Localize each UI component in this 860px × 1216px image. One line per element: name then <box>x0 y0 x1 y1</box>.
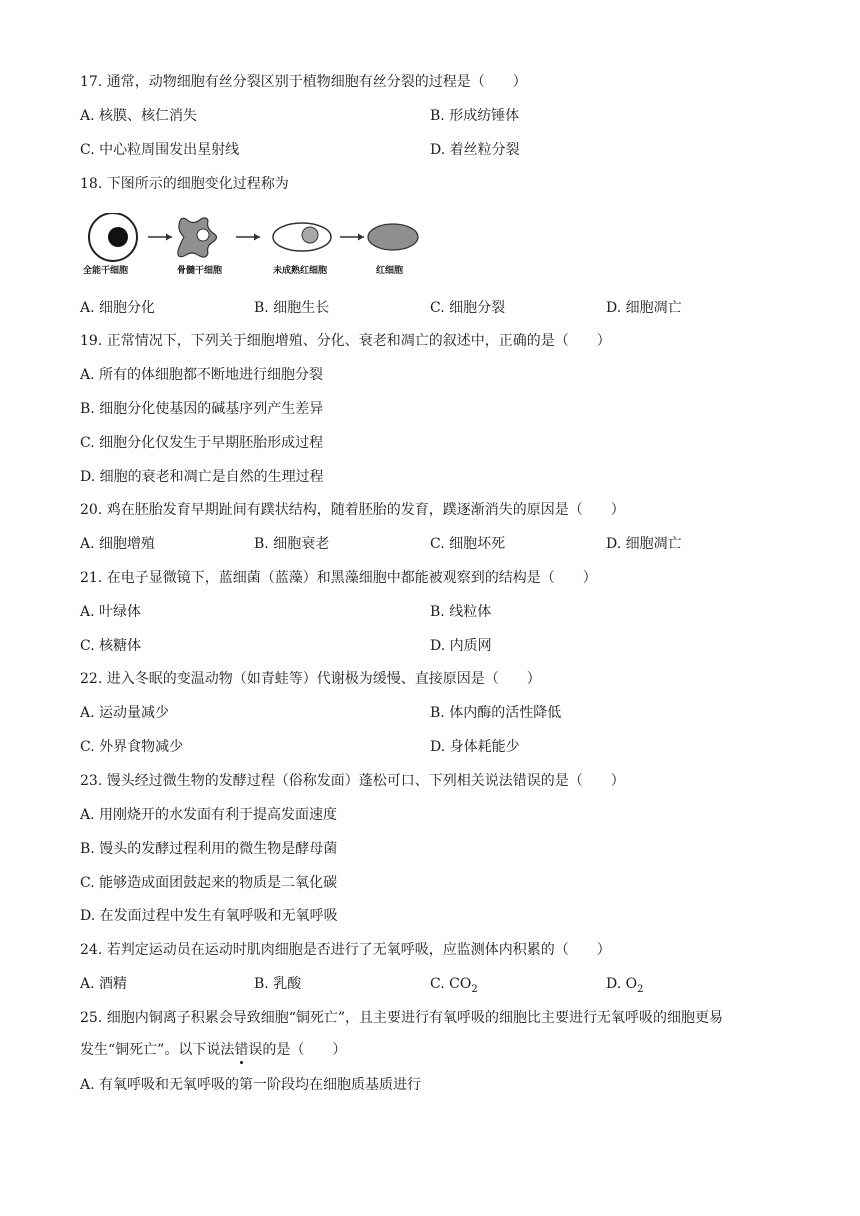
figure-label-red-blood-cell: 红细胞 <box>376 266 404 276</box>
q21-option-c[interactable]: C. 核糖体 <box>80 638 142 654</box>
q24-option-c[interactable] <box>430 974 478 1000</box>
q25-option-a[interactable]: A. 有氧呼吸和无氧呼吸的第一阶段均在细胞质基质进行 <box>80 1077 422 1093</box>
q23-option-d[interactable]: D. 在发面过程中发生有氧呼吸和无氧呼吸 <box>80 908 338 924</box>
q17-option-a[interactable]: A. 核膜、核仁消失 <box>80 108 198 124</box>
q21-option-d[interactable]: D. 内质网 <box>430 638 492 654</box>
q24-option-b[interactable]: B. 乳酸 <box>254 976 302 992</box>
q22-option-b[interactable]: B. 体内酶的活性降低 <box>430 705 562 721</box>
q19-option-a[interactable]: A. 所有的体细胞都不断地进行细胞分裂 <box>80 367 324 383</box>
q23-stem: 23. 馒头经过微生物的发酵过程（俗称发面）蓬松可口、下列相关说法错误的是（ ） <box>80 773 625 789</box>
q18-option-d[interactable]: D. 细胞凋亡 <box>606 300 682 316</box>
q22-option-a[interactable]: A. 运动量减少 <box>80 705 170 721</box>
q24-option-d-subscript: 2 <box>637 983 644 995</box>
q17-stem: 17. 通常，动物细胞有丝分裂区别于植物细胞有丝分裂的过程是（ ） <box>80 74 527 90</box>
bone-marrow-nucleus-shape <box>197 229 209 241</box>
q22-stem: 22. 进入冬眠的变温动物（如青蛙等）代谢极为缓慢、直接原因是（ ） <box>80 671 541 687</box>
totipotent-nucleus-shape <box>108 227 128 247</box>
q23-option-a[interactable]: A. 用刚烧开的水发面有利于提高发面速度 <box>80 807 338 823</box>
q25-emphasis-char-1: 错 <box>234 1042 249 1058</box>
q18-stem: 18. 下图所示的细胞变化过程称为 <box>80 176 289 192</box>
q23-option-c[interactable]: C. 能够造成面团鼓起来的物质是二氧化碳 <box>80 875 338 891</box>
cell-sequence-diagram <box>80 213 425 263</box>
figure-label-totipotent-stem-cell: 全能干细胞 <box>83 266 129 276</box>
arrow-3-head <box>358 234 364 241</box>
q17-option-d[interactable]: D. 着丝粒分裂 <box>430 142 520 158</box>
q24-option-c-text: C. CO <box>430 976 472 992</box>
q20-option-c[interactable]: C. 细胞坏死 <box>430 536 506 552</box>
q23-option-b[interactable]: B. 馒头的发酵过程利用的微生物是酵母菌 <box>80 841 338 857</box>
immature-red-cell-nucleus-shape <box>302 227 318 243</box>
q20-option-a[interactable]: A. 细胞增殖 <box>80 536 156 552</box>
q24-option-d[interactable] <box>606 974 643 1000</box>
q22-option-c[interactable]: C. 外界食物减少 <box>80 739 184 755</box>
q25-stem-line-2 <box>80 1040 346 1060</box>
q22-option-d[interactable]: D. 身体耗能少 <box>430 739 520 755</box>
q19-stem: 19. 正常情况下，下列关于细胞增殖、分化、衰老和凋亡的叙述中，正确的是（ ） <box>80 333 611 349</box>
q18-option-c[interactable]: C. 细胞分裂 <box>430 300 506 316</box>
q18-option-a[interactable]: A. 细胞分化 <box>80 300 156 316</box>
q24-option-c-subscript: 2 <box>471 983 478 995</box>
cell-differentiation-figure <box>80 213 425 275</box>
arrow-2-head <box>254 234 260 241</box>
q25-stem-line-2-part-a: 发生“铜死亡”。以下说法 <box>80 1042 235 1058</box>
q19-option-b[interactable]: B. 细胞分化使基因的碱基序列产生差异 <box>80 401 324 417</box>
q24-option-a[interactable]: A. 酒精 <box>80 976 128 992</box>
q25-stem-line-2-part-c: 误的是（ ） <box>248 1042 347 1058</box>
q20-option-b[interactable]: B. 细胞衰老 <box>254 536 330 552</box>
q19-option-c[interactable]: C. 细胞分化仅发生于早期胚胎形成过程 <box>80 435 324 451</box>
arrow-1-head <box>166 234 172 241</box>
figure-label-immature-red-cell: 未成熟红细胞 <box>273 266 328 276</box>
q17-option-b[interactable]: B. 形成纺锤体 <box>430 108 520 124</box>
q24-option-d-text: D. O <box>606 976 638 992</box>
q19-option-d[interactable]: D. 细胞的衰老和凋亡是自然的生理过程 <box>80 469 324 485</box>
q24-stem: 24. 若判定运动员在运动时肌肉细胞是否进行了无氧呼吸，应监测体内积累的（ ） <box>80 942 611 958</box>
q20-option-d[interactable]: D. 细胞凋亡 <box>606 536 682 552</box>
q18-option-b[interactable]: B. 细胞生长 <box>254 300 330 316</box>
q25-stem-line-1: 25. 细胞内铜离子积累会导致细胞“铜死亡”，且主要进行有氧呼吸的细胞比主要进行无氧呼吸的细胞更易 <box>80 1010 724 1026</box>
figure-label-bone-marrow-stem-cell: 骨髓干细胞 <box>177 266 223 276</box>
red-blood-cell-shape <box>368 224 418 250</box>
q21-option-a[interactable]: A. 叶绿体 <box>80 604 142 620</box>
q21-option-b[interactable]: B. 线粒体 <box>430 604 492 620</box>
q21-stem: 21. 在电子显微镜下，蓝细菌（蓝藻）和黑藻细胞中都能被观察到的结构是（ ） <box>80 570 597 586</box>
q20-stem: 20. 鸡在胚胎发育早期趾间有蹼状结构，随着胚胎的发育，蹼逐渐消失的原因是（ ） <box>80 502 625 518</box>
q17-option-c[interactable]: C. 中心粒周围发出星射线 <box>80 142 240 158</box>
